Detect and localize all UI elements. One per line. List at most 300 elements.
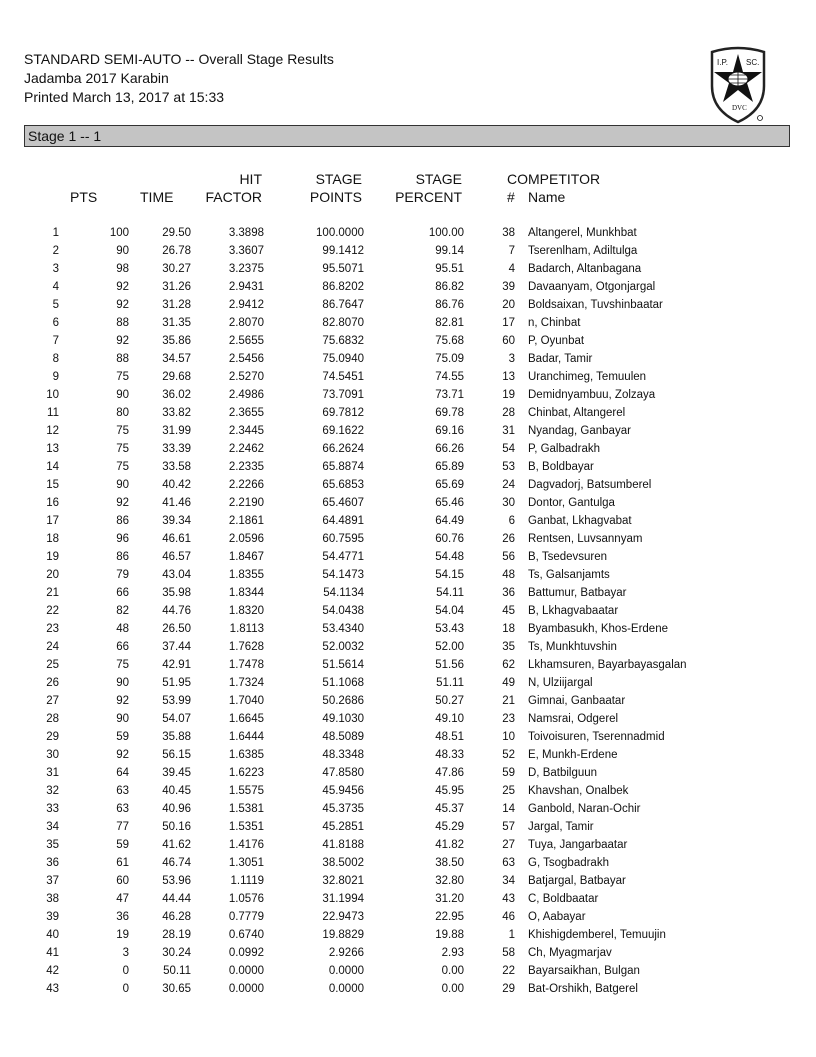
competitor-number-cell: 14 <box>502 803 515 815</box>
svg-text:SC.: SC. <box>746 58 760 67</box>
points-cell: 75 <box>116 659 129 671</box>
competitor-number-cell: 57 <box>502 821 515 833</box>
table-row <box>0 944 816 962</box>
stage-points-cell: 82.8070 <box>322 317 364 329</box>
competitor-number-cell: 30 <box>502 497 515 509</box>
stage-header-bar <box>24 125 790 147</box>
competitor-name-cell: Ts, Munkhtuvshin <box>528 641 617 653</box>
competitor-name-cell: Batjargal, Batbayar <box>528 875 626 887</box>
place-cell: 27 <box>46 695 59 707</box>
competitor-name-cell: B, Lkhagvabaatar <box>528 605 619 617</box>
points-cell: 75 <box>116 425 129 437</box>
table-row <box>0 818 816 836</box>
competitor-number-cell: 29 <box>502 983 515 995</box>
hit-factor-cell: 1.3051 <box>228 857 264 869</box>
place-cell: 14 <box>46 461 59 473</box>
time-cell: 30.65 <box>162 983 191 995</box>
hit-factor-cell: 2.2266 <box>228 479 264 491</box>
points-cell: 77 <box>116 821 129 833</box>
competitor-name-cell: Lkhamsuren, Bayarbayasgalan <box>528 659 687 671</box>
place-cell: 29 <box>46 731 59 743</box>
stage-points-cell: 54.1134 <box>323 587 364 599</box>
competitor-number-cell: 56 <box>502 551 515 563</box>
stage-percent-cell: 60.76 <box>435 533 464 545</box>
competitor-name-cell: Namsrai, Odgerel <box>528 713 619 725</box>
stage-points-cell: 19.8829 <box>322 929 364 941</box>
stage-points-cell: 50.2686 <box>322 695 364 707</box>
hit-factor-cell: 0.0000 <box>228 983 264 995</box>
table-row <box>0 782 816 800</box>
competitor-name-cell: N, Ulziijargal <box>528 677 593 689</box>
hit-factor-cell: 1.6223 <box>228 767 264 779</box>
hit-factor-cell: 1.8113 <box>229 623 264 635</box>
points-cell: 64 <box>116 767 129 779</box>
competitor-name-cell: D, Batbilguun <box>528 767 598 779</box>
table-row <box>0 278 816 296</box>
time-cell: 33.39 <box>162 443 191 455</box>
hit-factor-cell: 0.7779 <box>228 911 264 923</box>
competitor-name-cell: Dagvadorj, Batsumberel <box>528 479 652 491</box>
points-cell: 90 <box>116 479 129 491</box>
stage-percent-cell: 65.69 <box>435 479 464 491</box>
place-cell: 10 <box>46 389 59 401</box>
points-cell: 59 <box>116 731 129 743</box>
col-stage-points: POINTS <box>309 189 362 205</box>
time-cell: 36.02 <box>162 389 191 401</box>
competitor-number-cell: 45 <box>502 605 515 617</box>
points-cell: 92 <box>116 695 129 707</box>
stage-points-cell: 54.0438 <box>322 605 364 617</box>
stage-percent-cell: 51.56 <box>435 659 464 671</box>
time-cell: 41.46 <box>162 497 191 509</box>
table-row <box>0 710 816 728</box>
hit-factor-cell: 0.0992 <box>228 947 264 959</box>
competitor-name-cell: Badarch, Altanbagana <box>528 263 642 275</box>
report-header <box>24 50 334 107</box>
points-cell: 63 <box>116 803 129 815</box>
place-cell: 25 <box>46 659 59 671</box>
stage-points-cell: 49.1030 <box>322 713 364 725</box>
table-row <box>0 566 816 584</box>
points-cell: 92 <box>116 497 129 509</box>
col-name: Name <box>528 189 566 205</box>
place-cell: 35 <box>46 839 59 851</box>
table-row <box>0 908 816 926</box>
stage-points-cell: 75.6832 <box>322 335 364 347</box>
time-cell: 46.28 <box>162 911 191 923</box>
time-cell: 31.35 <box>162 317 191 329</box>
competitor-number-cell: 53 <box>502 461 515 473</box>
competitor-name-cell: G, Tsogbadrakh <box>528 857 609 869</box>
stage-points-cell: 38.5002 <box>322 857 364 869</box>
competitor-number-cell: 17 <box>502 317 515 329</box>
competitor-name-cell: Ch, Myagmarjav <box>528 947 612 959</box>
time-cell: 37.44 <box>162 641 191 653</box>
place-cell: 20 <box>46 569 59 581</box>
competitor-name-cell: Ts, Galsanjamts <box>528 569 610 581</box>
competitor-name-cell: Uranchimeg, Temuulen <box>528 371 647 383</box>
competitor-number-cell: 7 <box>508 245 515 257</box>
points-cell: 59 <box>116 839 129 851</box>
stage-points-cell: 65.4607 <box>322 497 364 509</box>
time-cell: 29.68 <box>162 371 191 383</box>
place-cell: 40 <box>46 929 59 941</box>
competitor-name-cell: B, Boldbayar <box>528 461 594 473</box>
hit-factor-cell: 2.5456 <box>228 353 264 365</box>
time-cell: 40.96 <box>162 803 191 815</box>
time-cell: 39.45 <box>162 767 191 779</box>
stage-percent-cell: 66.26 <box>435 443 464 455</box>
stage-percent-cell: 86.82 <box>435 281 464 293</box>
competitor-name-cell: Toivoisuren, Tserennadmid <box>528 731 665 743</box>
hit-factor-cell: 1.5351 <box>228 821 264 833</box>
place-cell: 15 <box>46 479 59 491</box>
competitor-name-cell: Khishigdemberel, Temuujin <box>528 929 666 941</box>
hit-factor-cell: 1.1119 <box>230 875 264 887</box>
competitor-name-cell: Badar, Tamir <box>528 353 593 365</box>
time-cell: 50.16 <box>162 821 191 833</box>
table-row <box>0 332 816 350</box>
stage-points-cell: 45.3735 <box>322 803 364 815</box>
points-cell: 60 <box>116 875 129 887</box>
place-cell: 12 <box>46 425 59 437</box>
report-title: STANDARD SEMI-AUTO -- Overall Stage Results <box>24 51 334 67</box>
competitor-number-cell: 63 <box>502 857 515 869</box>
competitor-number-cell: 46 <box>502 911 515 923</box>
hit-factor-cell: 0.6740 <box>228 929 264 941</box>
hit-factor-cell: 1.0576 <box>228 893 264 905</box>
table-row <box>0 350 816 368</box>
points-cell: 0 <box>122 983 129 995</box>
results-table <box>0 224 816 998</box>
table-row <box>0 854 816 872</box>
competitor-name-cell: Tuya, Jangarbaatar <box>528 839 628 851</box>
stage-percent-cell: 0.00 <box>441 983 464 995</box>
time-cell: 46.74 <box>162 857 191 869</box>
stage-percent-cell: 75.09 <box>435 353 464 365</box>
stage-percent-cell: 82.81 <box>435 317 464 329</box>
table-row <box>0 764 816 782</box>
competitor-name-cell: Byambasukh, Khos-Erdene <box>528 623 668 635</box>
place-cell: 30 <box>46 749 59 761</box>
stage-percent-cell: 64.49 <box>435 515 464 527</box>
ipsc-shield-logo-icon <box>708 46 768 124</box>
points-cell: 82 <box>116 605 129 617</box>
place-cell: 13 <box>46 443 59 455</box>
points-cell: 80 <box>116 407 129 419</box>
stage-points-cell: 74.5451 <box>322 371 364 383</box>
stage-points-cell: 31.1994 <box>322 893 364 905</box>
competitor-number-cell: 43 <box>502 893 515 905</box>
competitor-number-cell: 26 <box>502 533 515 545</box>
time-cell: 44.44 <box>162 893 191 905</box>
time-cell: 41.62 <box>162 839 191 851</box>
points-cell: 98 <box>116 263 129 275</box>
competitor-number-cell: 38 <box>502 227 515 239</box>
stage-points-cell: 86.7647 <box>322 299 364 311</box>
stage-percent-cell: 22.95 <box>435 911 464 923</box>
time-cell: 46.57 <box>162 551 191 563</box>
competitor-name-cell: Demidnyambuu, Zolzaya <box>528 389 656 401</box>
table-row <box>0 746 816 764</box>
hit-factor-cell: 1.5575 <box>228 785 264 797</box>
table-row <box>0 458 816 476</box>
stage-percent-cell: 47.86 <box>435 767 464 779</box>
stage-percent-cell: 52.00 <box>435 641 464 653</box>
time-cell: 43.04 <box>162 569 191 581</box>
time-cell: 31.99 <box>162 425 191 437</box>
place-cell: 19 <box>46 551 59 563</box>
col-hit-top: HIT <box>239 171 262 187</box>
competitor-number-cell: 3 <box>508 353 515 365</box>
place-cell: 7 <box>52 335 59 347</box>
competitor-number-cell: 4 <box>508 263 515 275</box>
competitor-name-cell: Dontor, Gantulga <box>528 497 615 509</box>
competitor-number-cell: 27 <box>502 839 515 851</box>
hit-factor-cell: 2.3445 <box>228 425 264 437</box>
stage-percent-cell: 86.76 <box>435 299 464 311</box>
competitor-number-cell: 52 <box>502 749 515 761</box>
table-row <box>0 512 816 530</box>
points-cell: 86 <box>116 515 129 527</box>
time-cell: 30.27 <box>162 263 191 275</box>
stage-points-cell: 0.0000 <box>328 965 364 977</box>
table-row <box>0 440 816 458</box>
stage-percent-cell: 0.00 <box>441 965 464 977</box>
points-cell: 92 <box>116 335 129 347</box>
stage-points-cell: 69.1622 <box>322 425 364 437</box>
table-row <box>0 314 816 332</box>
col-competitor: COMPETITOR <box>507 171 601 187</box>
stage-percent-cell: 74.55 <box>435 371 464 383</box>
col-hit-factor: FACTOR <box>205 189 262 205</box>
competitor-name-cell: Nyandag, Ganbayar <box>528 425 631 437</box>
competitor-name-cell: Tserenlham, Adiltulga <box>528 245 638 257</box>
stage-points-cell: 75.0940 <box>322 353 364 365</box>
place-cell: 34 <box>46 821 59 833</box>
time-cell: 29.50 <box>162 227 191 239</box>
place-cell: 37 <box>46 875 59 887</box>
competitor-number-cell: 10 <box>502 731 515 743</box>
points-cell: 88 <box>116 317 129 329</box>
points-cell: 47 <box>116 893 129 905</box>
competitor-number-cell: 34 <box>502 875 515 887</box>
hit-factor-cell: 1.7478 <box>228 659 264 671</box>
place-cell: 24 <box>46 641 59 653</box>
stage-percent-cell: 45.29 <box>435 821 464 833</box>
time-cell: 35.88 <box>162 731 191 743</box>
competitor-number-cell: 62 <box>502 659 515 671</box>
competitor-number-cell: 6 <box>508 515 515 527</box>
hit-factor-cell: 1.8320 <box>228 605 264 617</box>
time-cell: 44.76 <box>162 605 191 617</box>
hit-factor-cell: 1.6385 <box>228 749 264 761</box>
stage-points-cell: 54.4771 <box>322 551 364 563</box>
place-cell: 1 <box>52 227 59 239</box>
table-row <box>0 890 816 908</box>
svg-text:I.P.: I.P. <box>717 58 728 67</box>
competitor-name-cell: Jargal, Tamir <box>528 821 594 833</box>
points-cell: 63 <box>116 785 129 797</box>
time-cell: 28.19 <box>162 929 191 941</box>
place-cell: 39 <box>46 911 59 923</box>
stage-percent-cell: 48.33 <box>435 749 464 761</box>
competitor-number-cell: 22 <box>502 965 515 977</box>
stage-percent-cell: 65.46 <box>435 497 464 509</box>
stage-points-cell: 32.8021 <box>322 875 364 887</box>
table-row <box>0 692 816 710</box>
time-cell: 35.98 <box>162 587 191 599</box>
points-cell: 92 <box>116 281 129 293</box>
table-row <box>0 260 816 278</box>
hit-factor-cell: 1.7628 <box>228 641 264 653</box>
place-cell: 2 <box>52 245 59 257</box>
time-cell: 31.26 <box>162 281 191 293</box>
place-cell: 9 <box>52 371 59 383</box>
stage-percent-cell: 31.20 <box>435 893 464 905</box>
table-row <box>0 800 816 818</box>
hit-factor-cell: 1.8344 <box>228 587 264 599</box>
stage-points-cell: 95.5071 <box>322 263 364 275</box>
points-cell: 48 <box>116 623 129 635</box>
points-cell: 36 <box>116 911 129 923</box>
time-cell: 26.78 <box>162 245 191 257</box>
stage-points-cell: 51.1068 <box>322 677 364 689</box>
time-cell: 33.82 <box>162 407 191 419</box>
points-cell: 90 <box>116 389 129 401</box>
table-row <box>0 962 816 980</box>
time-cell: 51.95 <box>162 677 191 689</box>
stage-percent-cell: 54.48 <box>435 551 464 563</box>
competitor-name-cell: Ganbat, Lkhagvabat <box>528 515 632 527</box>
table-row <box>0 728 816 746</box>
hit-factor-cell: 2.2335 <box>228 461 264 473</box>
col-points-top: STAGE <box>315 171 362 187</box>
stage-points-cell: 22.9473 <box>322 911 364 923</box>
hit-factor-cell: 1.8355 <box>228 569 264 581</box>
time-cell: 33.58 <box>162 461 191 473</box>
points-cell: 66 <box>116 587 129 599</box>
competitor-number-cell: 19 <box>502 389 515 401</box>
hit-factor-cell: 2.9412 <box>228 299 264 311</box>
points-cell: 86 <box>116 551 129 563</box>
stage-percent-cell: 51.11 <box>436 677 464 689</box>
table-row <box>0 422 816 440</box>
stage-percent-cell: 54.11 <box>436 587 464 599</box>
table-row <box>0 368 816 386</box>
competitor-name-cell: Boldsaixan, Tuvshinbaatar <box>528 299 663 311</box>
hit-factor-cell: 1.7324 <box>228 677 264 689</box>
points-cell: 61 <box>116 857 129 869</box>
stage-points-cell: 100.0000 <box>316 227 364 239</box>
col-number: # <box>507 189 515 205</box>
table-row <box>0 656 816 674</box>
competitor-name-cell: Khavshan, Onalbek <box>528 785 629 797</box>
place-cell: 3 <box>52 263 59 275</box>
competitor-number-cell: 28 <box>502 407 515 419</box>
time-cell: 34.57 <box>162 353 191 365</box>
stage-percent-cell: 73.71 <box>435 389 464 401</box>
points-cell: 3 <box>122 947 129 959</box>
place-cell: 6 <box>52 317 59 329</box>
match-name: Jadamba 2017 Karabin <box>24 70 169 86</box>
table-row <box>0 404 816 422</box>
points-cell: 100 <box>109 227 129 239</box>
col-pts: PTS <box>70 189 98 205</box>
stage-percent-cell: 19.88 <box>435 929 464 941</box>
competitor-name-cell: Rentsen, Luvsannyam <box>528 533 643 545</box>
stage-percent-cell: 95.51 <box>435 263 464 275</box>
stage-points-cell: 86.8202 <box>322 281 364 293</box>
time-cell: 31.28 <box>162 299 191 311</box>
place-cell: 8 <box>52 353 59 365</box>
hit-factor-cell: 1.4176 <box>228 839 264 851</box>
competitor-number-cell: 60 <box>502 335 515 347</box>
competitor-number-cell: 13 <box>502 371 515 383</box>
stage-percent-cell: 48.51 <box>435 731 464 743</box>
hit-factor-cell: 3.3898 <box>228 227 264 239</box>
time-cell: 53.96 <box>162 875 191 887</box>
table-row <box>0 296 816 314</box>
hit-factor-cell: 2.5655 <box>228 335 264 347</box>
competitor-number-cell: 25 <box>502 785 515 797</box>
stage-points-cell: 45.9456 <box>322 785 364 797</box>
stage-percent-cell: 49.10 <box>435 713 464 725</box>
hit-factor-cell: 2.9431 <box>228 281 264 293</box>
hit-factor-cell: 1.6444 <box>228 731 264 743</box>
place-cell: 17 <box>46 515 59 527</box>
table-row <box>0 476 816 494</box>
competitor-number-cell: 48 <box>502 569 515 581</box>
competitor-number-cell: 59 <box>502 767 515 779</box>
col-percent-top: STAGE <box>415 171 462 187</box>
place-cell: 23 <box>46 623 59 635</box>
place-cell: 22 <box>46 605 59 617</box>
hit-factor-cell: 2.4986 <box>228 389 264 401</box>
table-row <box>0 242 816 260</box>
competitor-name-cell: Bat-Orshikh, Batgerel <box>528 983 638 995</box>
table-row <box>0 494 816 512</box>
competitor-name-cell: Davaanyam, Otgonjargal <box>528 281 656 293</box>
time-cell: 26.50 <box>162 623 191 635</box>
points-cell: 90 <box>116 677 129 689</box>
time-cell: 54.07 <box>162 713 191 725</box>
stage-points-cell: 48.3348 <box>322 749 364 761</box>
competitor-number-cell: 54 <box>502 443 515 455</box>
competitor-name-cell: E, Munkh-Erdene <box>528 749 618 761</box>
table-row <box>0 584 816 602</box>
points-cell: 90 <box>116 713 129 725</box>
stage-percent-cell: 2.93 <box>441 947 464 959</box>
competitor-number-cell: 18 <box>502 623 515 635</box>
stage-points-cell: 99.1412 <box>322 245 364 257</box>
stage-points-cell: 53.4340 <box>322 623 364 635</box>
stage-percent-cell: 53.43 <box>435 623 464 635</box>
place-cell: 42 <box>46 965 59 977</box>
svg-text:DVC: DVC <box>732 104 747 112</box>
table-row <box>0 980 816 998</box>
table-row <box>0 836 816 854</box>
hit-factor-cell: 1.7040 <box>228 695 264 707</box>
table-row <box>0 926 816 944</box>
hit-factor-cell: 3.3607 <box>228 245 264 257</box>
stage-points-cell: 69.7812 <box>322 407 364 419</box>
table-row <box>0 620 816 638</box>
table-row <box>0 224 816 242</box>
stage-percent-cell: 99.14 <box>435 245 464 257</box>
time-cell: 30.24 <box>162 947 191 959</box>
col-stage-percent: PERCENT <box>395 189 462 205</box>
